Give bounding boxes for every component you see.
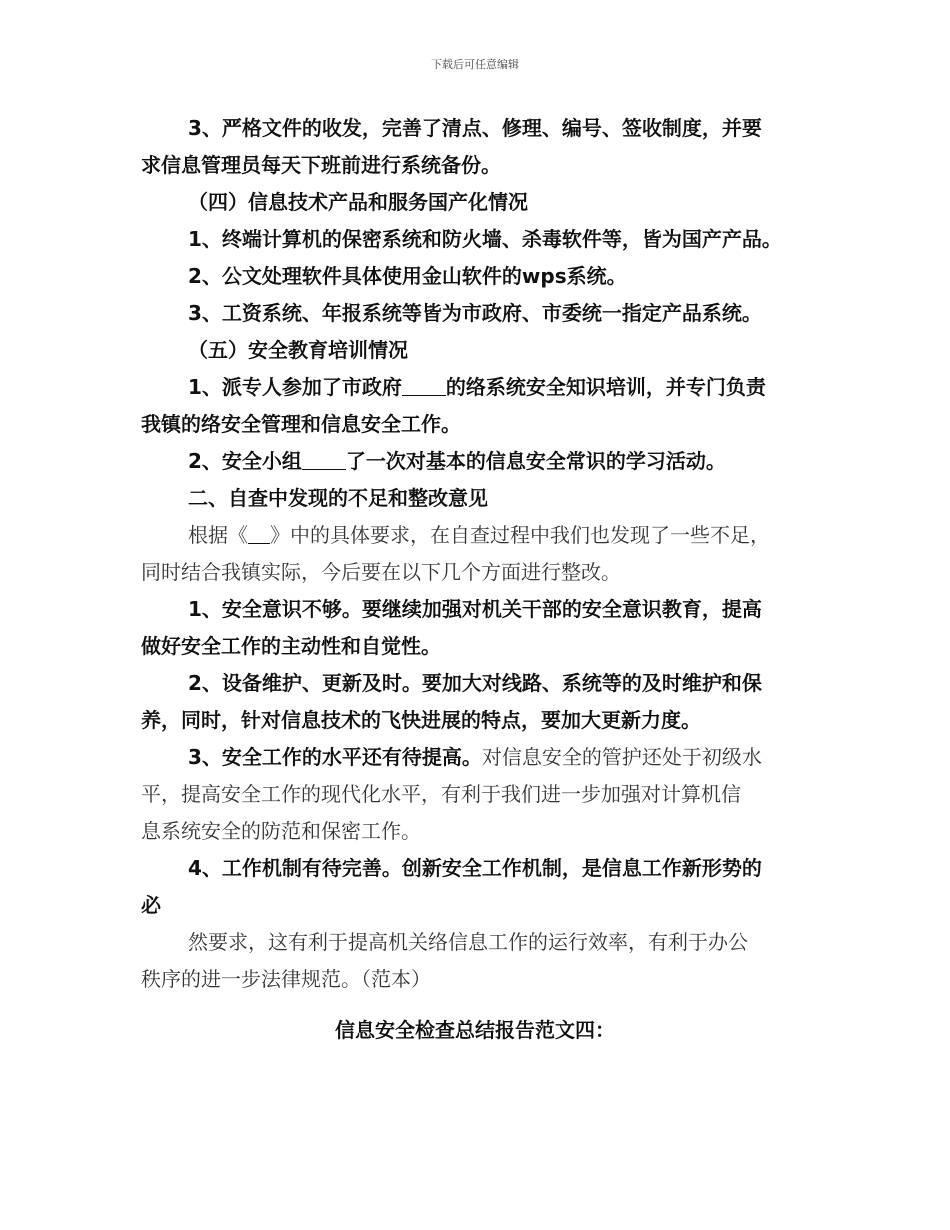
paragraph-line: 2、设备维护、更新及时。要加大对线路、系统等的及时维护和保 xyxy=(188,671,762,695)
text-fragment: 了一次对基本的信息安全常识的学习活动。 xyxy=(345,449,726,473)
list-item xyxy=(188,375,766,399)
section-heading: （四）信息技术产品和服务国产化情况 xyxy=(188,190,528,214)
list-item: 1、终端计算机的保密系统和防火墙、杀毒软件等，皆为国产产品。 xyxy=(188,227,782,251)
paragraph-line: 做好安全工作的主动性和自觉性。 xyxy=(141,634,441,658)
list-item: 3、工资系统、年报系统等皆为市政府、市委统一指定产品系统。 xyxy=(188,301,762,325)
paragraph-line xyxy=(188,523,770,547)
paragraph-line: 同时结合我镇实际，今后要在以下几个方面进行整改。 xyxy=(141,560,621,584)
paragraph-line: 1、安全意识不够。要继续加强对机关干部的安全意识教育，提高 xyxy=(188,597,762,621)
text-fragment: 对信息安全的管护还处于初级水 xyxy=(481,745,762,769)
text-fragment: 》中的具体要求，在自查过程中我们也发现了一些不足， xyxy=(270,523,770,547)
paragraph-line: 然要求，这有利于提高机关络信息工作的运行效率，有利于办公 xyxy=(188,930,748,954)
paragraph-line: 平，提高安全工作的现代化水平，有利于我们进一步加强对计算机信 xyxy=(141,782,741,806)
fill-in-blank xyxy=(248,523,270,544)
paragraph-line: 秩序的进一步法律规范。（范本） xyxy=(141,967,431,991)
section-heading: （五）安全教育培训情况 xyxy=(188,338,408,362)
text-fragment: 根据《 xyxy=(188,523,248,547)
text-fragment: 1、派专人参加了市政府 xyxy=(188,375,402,399)
list-item xyxy=(188,449,726,473)
paragraph-line xyxy=(188,745,762,769)
paragraph-line: 3、严格文件的收发，完善了清点、修理、编号、签收制度，并要 xyxy=(188,116,762,140)
fill-in-blank xyxy=(302,449,346,470)
paragraph-line: 我镇的络安全管理和信息安全工作。 xyxy=(141,412,461,436)
text-fragment: 的络系统安全知识培训，并专门负责 xyxy=(445,375,766,399)
paragraph-line: 息系统安全的防范和保密工作。 xyxy=(141,819,421,843)
text-fragment: 3、安全工作的水平还有待提高。 xyxy=(188,745,482,769)
section-heading: 二、自查中发现的不足和整改意见 xyxy=(188,486,488,510)
paragraph-line: 养，同时，针对信息技术的飞快进展的特点，要加大更新力度。 xyxy=(141,708,701,732)
paragraph-line: 4、工作机制有待完善。创新安全工作机制，是信息工作新形势的 xyxy=(188,856,762,880)
text-fragment: 2、安全小组 xyxy=(188,449,302,473)
list-item: 2、公文处理软件具体使用金山软件的wps系统。 xyxy=(188,264,627,288)
paragraph-line: 必 xyxy=(141,893,161,917)
fill-in-blank xyxy=(402,375,446,396)
closing-title: 信息安全检查总结报告范文四： xyxy=(335,1018,615,1042)
header-note: 下载后可任意编辑 xyxy=(431,58,519,71)
paragraph-line: 求信息管理员每天下班前进行系统备份。 xyxy=(141,153,501,177)
